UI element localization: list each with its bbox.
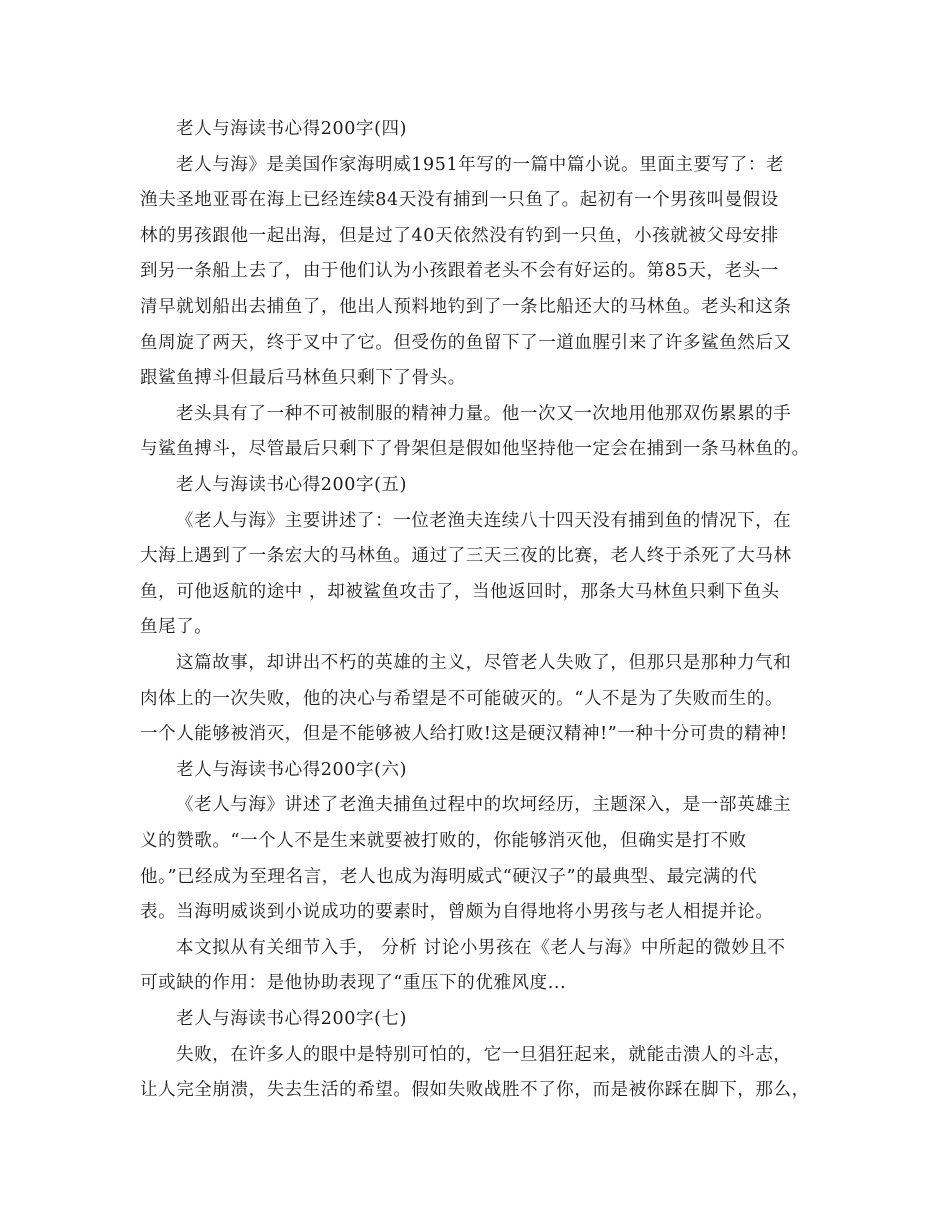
paragraph-line: 林的男孩跟他一起出海，但是过了40天依然没有钓到一只鱼，小孩就被父母安排 (140, 225, 779, 246)
section-heading: 老人与海读书心得200字(七) (176, 1009, 408, 1029)
paragraph-line: 与鲨鱼搏斗，尽管最后只剩下了骨架但是假如他坚持他一定会在捕到一条马林鱼的。 (140, 439, 810, 460)
paragraph-line: 本文拟从有关细节入手， 分析 讨论小男孩在《老人与海》中所起的微妙且不 (176, 937, 786, 958)
paragraph-line: 老头具有了一种不可被制服的精神力量。他一次又一次地用他那双伤累累的手 (176, 403, 792, 424)
paragraph-line: 失败，在许多人的眼中是特别可怕的，它一旦猖狂起来，就能击溃人的斗志， (176, 1044, 792, 1065)
paragraph-line: 大海上遇到了一条宏大的马林鱼。通过了三天三夜的比赛，老人终于杀死了大马林 (140, 546, 792, 567)
paragraph-line: 肉体上的一次失败，他的决心与希望是不可能破灭的。“人不是为了失败而生的。 (140, 688, 784, 709)
paragraph-line: 他。”已经成为至理名言，老人也成为海明威式“硬汉子”的最典型、最完满的代 (140, 866, 758, 887)
section-heading: 老人与海读书心得200字(四) (176, 119, 408, 139)
paragraph-line: 到另一条船上去了，由于他们认为小孩跟着老头不会有好运的。第85天，老头一 (140, 261, 779, 282)
paragraph-line: 表。当海明威谈到小说成功的要素时，曾颇为自得地将小男孩与老人相提并论。 (140, 902, 774, 923)
section-heading: 老人与海读书心得200字(六) (176, 759, 408, 780)
paragraph-line: 鱼周旋了两天，终于叉中了它。但受伤的鱼留下了一道血腥引来了许多鲨鱼然后又 (140, 332, 792, 353)
section-heading: 老人与海读书心得200字(五) (176, 475, 408, 495)
paragraph-line: 义的赞歌。“一个人不是生来就要被打败的，你能够消灭他，但确实是打不败 (140, 831, 747, 851)
paragraph-line: 《老人与海》主要讲述了：一位老渔夫连续八十四天没有捕到鱼的情况下，在 (176, 510, 792, 531)
paragraph-line: 清早就划船出去捕鱼了，他出人预料地钓到了一条比船还大的马林鱼。老头和这条 (140, 297, 792, 317)
paragraph-line: 这篇故事，却讲出不朽的英雄的主义，尽管老人失败了，但那只是那种力气和 (176, 653, 792, 673)
paragraph-line: 渔夫圣地亚哥在海上已经连续84天没有捕到一只鱼了。起初有一个男孩叫曼假设 (140, 190, 779, 211)
paragraph-line: 跟鲨鱼搏斗但最后马林鱼只剩下了骨头。 (140, 368, 466, 389)
paragraph-line: 可或缺的作用：是他协助表现了“重压下的优雅风度... (140, 973, 567, 994)
paragraph-line: 让人完全崩溃，失去生活的希望。假如失败战胜不了你，而是被你踩在脚下，那么， (140, 1080, 810, 1101)
paragraph-line: 《老人与海》讲述了老渔夫捕鱼过程中的坎坷经历，主题深入，是一部英雄主 (176, 795, 792, 816)
paragraph-line: 鱼，可他返航的途中 ，却被鲨鱼攻击了，当他返回时，那条大马林鱼只剩下鱼头 (140, 581, 780, 602)
paragraph-line: 一个人能够被消灭，但是不能够被人给打败!这是硬汉精神!”一种十分可贵的精神! (140, 724, 788, 745)
paragraph-line: 老人与海》是美国作家海明威1951年写的一篇中篇小说。里面主要写了：老 (176, 154, 785, 175)
paragraph-line: 鱼尾了。 (140, 617, 213, 638)
